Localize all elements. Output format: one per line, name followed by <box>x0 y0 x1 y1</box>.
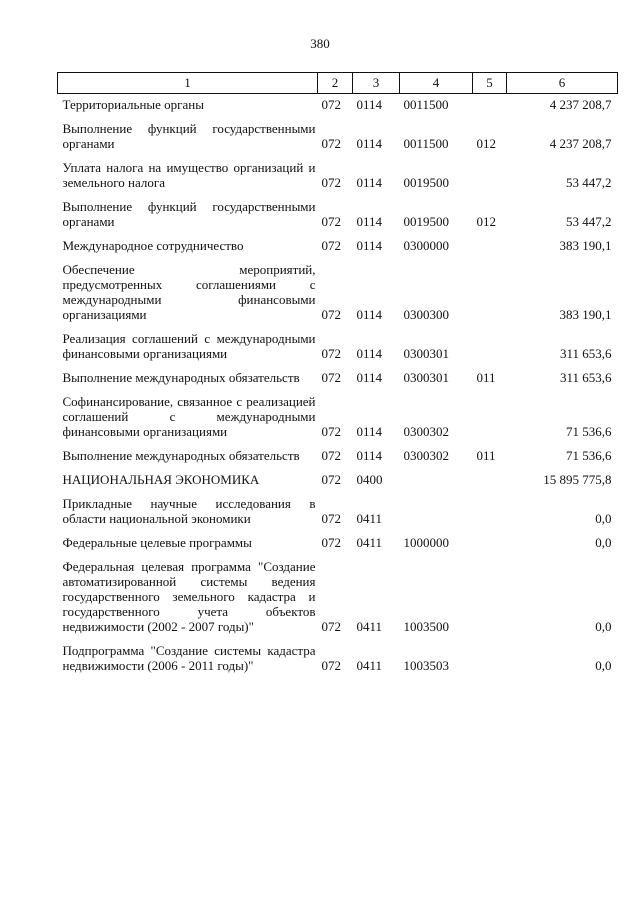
row-name: Выполнение международных обязательств <box>62 370 300 385</box>
row-name: Территориальные органы <box>62 97 204 112</box>
table-row <box>58 391 618 445</box>
row-name: Уплата налога на имущество организаций и земельного налога <box>62 160 316 190</box>
row-expense-type <box>473 469 507 493</box>
row-ministry-code: 072 <box>321 472 341 487</box>
table-row <box>58 367 618 391</box>
row-section-code: 0114 <box>356 136 383 151</box>
row-expense-type <box>473 556 507 640</box>
row-section-code: 0114 <box>356 214 383 229</box>
row-name: Подпрограмма "Создание системы кадастра недвижимости (2006 - 2011 годы)" <box>62 643 316 673</box>
row-name: Выполнение международных обязательств <box>62 448 300 463</box>
row-target-code: 0300301 <box>403 346 449 361</box>
row-name: Прикладные научные исследования в области национальной экономики <box>62 496 316 526</box>
row-expense-type <box>473 235 507 259</box>
row-expense-type: 012 <box>476 136 496 151</box>
row-expense-type <box>473 157 507 196</box>
table-row <box>58 235 618 259</box>
row-ministry-code: 072 <box>321 175 341 190</box>
table-row <box>58 469 618 493</box>
row-ministry-code: 072 <box>321 238 341 253</box>
row-section-code: 0114 <box>356 448 383 463</box>
row-expense-type <box>473 532 507 556</box>
row-expense-type <box>473 259 507 328</box>
row-expense-type <box>473 640 507 679</box>
table-row <box>58 532 618 556</box>
row-amount: 0,0 <box>595 658 612 673</box>
row-amount: 383 190,1 <box>559 238 612 253</box>
row-section-code: 0114 <box>356 370 383 385</box>
row-section-code: 0114 <box>356 175 383 190</box>
table-row <box>58 445 618 469</box>
row-amount: 15 895 775,8 <box>543 472 612 487</box>
row-name: НАЦИОНАЛЬНАЯ ЭКОНОМИКА <box>62 472 260 487</box>
row-amount: 4 237 208,7 <box>549 136 612 151</box>
column-header-2: 2 <box>318 73 353 94</box>
row-name: Международное сотрудничество <box>62 238 244 253</box>
table-row <box>58 328 618 367</box>
row-ministry-code: 072 <box>321 214 341 229</box>
row-section-code: 0114 <box>356 307 383 322</box>
row-ministry-code: 072 <box>321 619 341 634</box>
row-amount: 311 653,6 <box>559 346 612 361</box>
row-section-code: 0400 <box>356 472 383 487</box>
row-ministry-code: 072 <box>321 424 341 439</box>
row-amount: 0,0 <box>595 535 612 550</box>
column-header-1: 1 <box>58 73 318 94</box>
row-section-code: 0114 <box>356 346 383 361</box>
table-body <box>58 94 618 680</box>
row-name: Обеспечение мероприятий, предусмотренных соглашениями с международными финансовыми организациями <box>62 262 316 322</box>
table-row <box>58 118 618 157</box>
row-name: Федеральные целевые программы <box>62 535 252 550</box>
table-row <box>58 259 618 328</box>
row-target-code: 0011500 <box>403 97 449 112</box>
row-ministry-code: 072 <box>321 535 341 550</box>
row-name: Федеральная целевая программа "Создание автоматизированной системы ведения государственного земельного кадастра и государственного учета объектов недвижимости (2002 - 2007 годы)" <box>62 559 316 634</box>
row-target-code: 1003500 <box>403 619 449 634</box>
table-row <box>58 94 618 119</box>
row-target-code: 0300000 <box>403 238 449 253</box>
row-section-code: 0411 <box>356 511 383 526</box>
row-section-code: 0411 <box>356 658 383 673</box>
row-amount: 0,0 <box>595 511 612 526</box>
row-section-code: 0114 <box>356 424 383 439</box>
row-expense-type <box>473 94 507 119</box>
row-name: Выполнение функций государственными органами <box>62 199 316 229</box>
column-header-3: 3 <box>353 73 400 94</box>
row-amount: 4 237 208,7 <box>549 97 612 112</box>
row-ministry-code: 072 <box>321 448 341 463</box>
row-target-code: 0300301 <box>403 370 449 385</box>
column-header-6: 6 <box>507 73 618 94</box>
row-target-code <box>400 469 473 493</box>
page-number: 380 <box>310 36 330 51</box>
budget-table <box>57 72 618 679</box>
row-target-code <box>400 493 473 532</box>
row-ministry-code: 072 <box>321 370 341 385</box>
row-amount: 71 536,6 <box>566 424 612 439</box>
row-section-code: 0114 <box>356 238 383 253</box>
row-section-code: 0114 <box>356 97 383 112</box>
row-ministry-code: 072 <box>321 136 341 151</box>
table-row <box>58 157 618 196</box>
row-target-code: 1003503 <box>403 658 449 673</box>
table-row <box>58 493 618 532</box>
row-target-code: 0019500 <box>403 175 449 190</box>
row-expense-type: 011 <box>476 448 496 463</box>
row-ministry-code: 072 <box>321 346 341 361</box>
column-header-4: 4 <box>400 73 473 94</box>
row-expense-type: 011 <box>476 370 496 385</box>
column-header-5: 5 <box>473 73 507 94</box>
row-target-code: 0300300 <box>403 307 449 322</box>
row-amount: 0,0 <box>595 619 612 634</box>
row-target-code: 0300302 <box>403 424 449 439</box>
row-expense-type <box>473 391 507 445</box>
row-ministry-code: 072 <box>321 658 341 673</box>
row-amount: 383 190,1 <box>559 307 612 322</box>
row-section-code: 0411 <box>356 535 383 550</box>
row-amount: 311 653,6 <box>559 370 612 385</box>
row-name: Софинансирование, связанное с реализацией соглашений с международными финансовыми организациями <box>62 394 316 439</box>
row-target-code: 0011500 <box>403 136 449 151</box>
row-amount: 53 447,2 <box>566 214 612 229</box>
row-amount: 71 536,6 <box>566 448 612 463</box>
row-target-code: 0019500 <box>403 214 449 229</box>
table-header <box>58 73 618 94</box>
row-section-code: 0411 <box>356 619 383 634</box>
row-name: Выполнение функций государственными органами <box>62 121 316 151</box>
table-row <box>58 196 618 235</box>
row-ministry-code: 072 <box>321 97 341 112</box>
table-row <box>58 640 618 679</box>
row-ministry-code: 072 <box>321 307 341 322</box>
table-row <box>58 556 618 640</box>
row-expense-type <box>473 328 507 367</box>
row-ministry-code: 072 <box>321 511 341 526</box>
row-expense-type <box>473 493 507 532</box>
row-name: Реализация соглашений с международными финансовыми организациями <box>62 331 316 361</box>
row-amount: 53 447,2 <box>566 175 612 190</box>
row-target-code: 0300302 <box>403 448 449 463</box>
row-expense-type: 012 <box>476 214 496 229</box>
row-target-code: 1000000 <box>403 535 449 550</box>
